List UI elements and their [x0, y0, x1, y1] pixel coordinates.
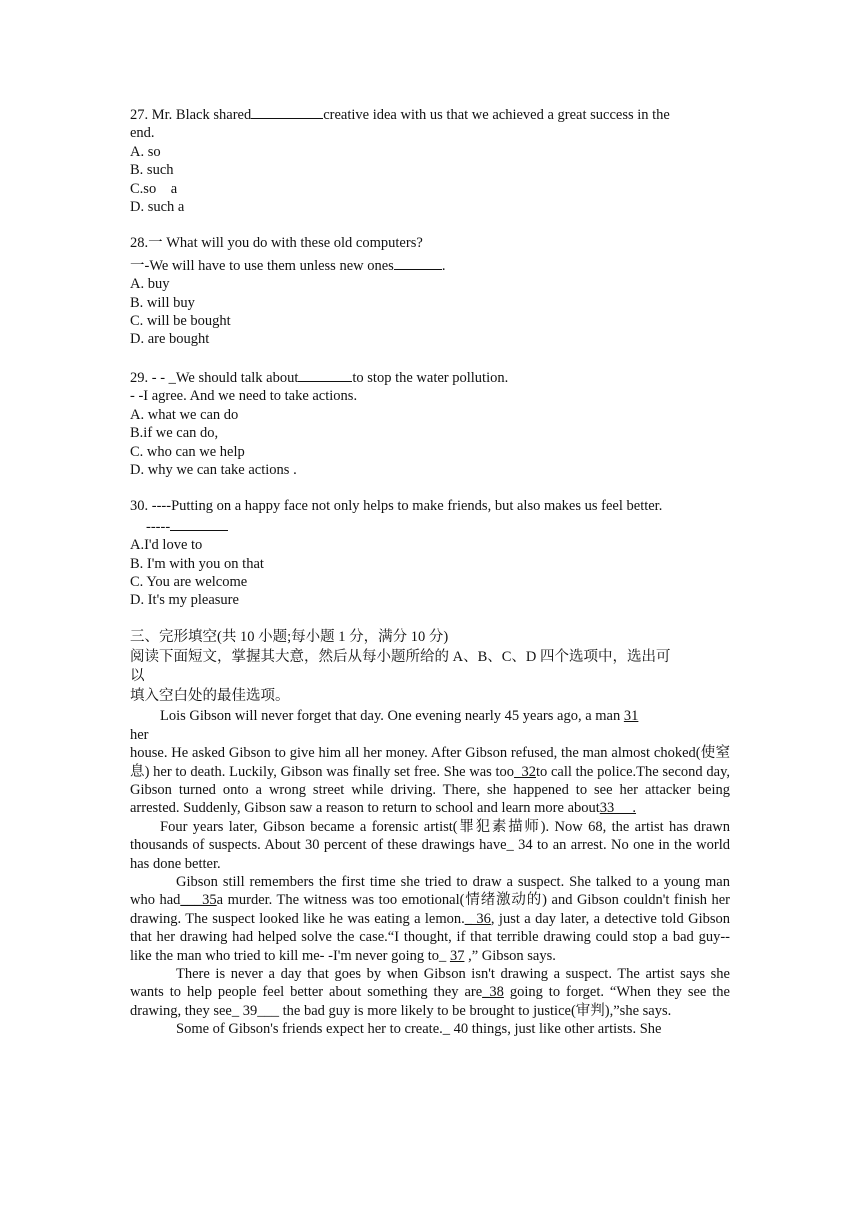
blank-37[interactable]: 37	[449, 947, 465, 964]
question-27	[130, 104, 730, 216]
question-stem	[130, 104, 730, 124]
blank-38[interactable]: _38	[482, 984, 504, 1001]
blank-33[interactable]: 33 .	[599, 800, 637, 817]
blank-31[interactable]: 31	[623, 708, 639, 725]
passage-text: Gibson still remembers the first time she tried to draw a suspect. She talked to a young man who had	[130, 874, 730, 909]
stem-text: 27. Mr. Black shared	[130, 107, 252, 123]
passage-paragraph-3	[130, 873, 730, 965]
passage-text: to call the police.The second day, Gibson turned onto a wrong street while driving. There, she happened to see her attacker being arrested. Suddenly, Gibson saw a reason to return to school and learn more about	[130, 763, 730, 817]
passage-text: Lois Gibson will never forget that day. One evening nearly 45 years ago, a man	[160, 708, 624, 725]
passage-paragraph-4	[130, 965, 730, 1020]
question-28	[130, 234, 730, 348]
passage-text: , just a day later, a detective told Gibson that her drawing had helped solve the case.“I thought, if that terrible drawing could stop a bad guy--like the man who tried to kill me- -I'm never going to_	[130, 910, 730, 964]
stem-text: .	[441, 257, 446, 274]
option-a[interactable]: A. buy	[130, 276, 170, 293]
question-29	[130, 367, 730, 479]
passage-text: house. He asked Gibson to give him all her money. After Gibson refused, the man almost choked(使窒息) her to death. Luckily, Gibson was finally set free. She was too	[130, 745, 730, 780]
option-a[interactable]: A.I'd love to	[130, 537, 203, 554]
question-stem: 30. ----Putting on a happy face not only helps to make friends, but also makes us feel better.	[130, 498, 663, 515]
option-a[interactable]: A. what we can do	[130, 406, 239, 423]
section-instructions: 以	[130, 667, 145, 684]
answer-blank[interactable]	[251, 104, 323, 119]
option-d[interactable]: D. It's my pleasure	[130, 592, 239, 609]
option-d[interactable]: D. why we can take actions .	[130, 461, 297, 478]
option-a[interactable]: A. so	[130, 143, 161, 160]
option-c[interactable]: C.so a	[130, 180, 178, 197]
option-c[interactable]: C. who can we help	[130, 443, 245, 460]
blank-36[interactable]: _ 36	[464, 910, 491, 927]
option-c[interactable]: C. You are welcome	[130, 573, 248, 590]
question-response: - -I agree. And we need to take actions.	[130, 388, 358, 405]
option-b[interactable]: B. will buy	[130, 294, 195, 311]
option-b[interactable]: B. such	[130, 162, 174, 179]
passage-text: There is never a day that goes by when Gibson isn't drawing a suspect. The artist says she wants to help people feel better about something they are	[130, 966, 730, 1001]
question-response	[130, 255, 730, 275]
section-instructions: 阅读下面短文，掌握其大意，然后从每小题所给的 A、B、C、D 四个选项中，选出可	[130, 649, 671, 666]
blank-35[interactable]: ___35	[180, 892, 217, 909]
option-d[interactable]: D. are bought	[130, 331, 210, 348]
answer-blank[interactable]	[298, 367, 352, 382]
passage-paragraph-5: Some of Gibson's friends expect her to create._ 40 things, just like other artists. She	[176, 1021, 662, 1038]
stem-text: creative idea with us that we achieved a great success in the	[323, 107, 670, 123]
option-d[interactable]: D. such a	[130, 199, 185, 216]
question-stem: 28.一 What will you do with these old computers?	[130, 235, 423, 252]
stem-text: 29. - - _We should talk about	[130, 369, 299, 386]
option-b[interactable]: B. I'm with you on that	[130, 555, 264, 572]
blank-32[interactable]: 32	[514, 763, 536, 780]
stem-text: 一-We will have to use them unless new ones	[130, 257, 394, 274]
passage-paragraph-1	[130, 707, 730, 725]
question-response	[130, 516, 730, 536]
answer-blank[interactable]	[394, 255, 442, 270]
option-b[interactable]: B.if we can do,	[130, 425, 219, 442]
passage-paragraph-1-body	[130, 744, 730, 818]
question-stem	[130, 367, 730, 387]
section-heading: 三、完形填空(共 10 小题;每小题 1 分，满分 10 分)	[130, 628, 449, 645]
option-c[interactable]: C. will be bought	[130, 313, 231, 330]
stem-text: to stop the water pollution.	[352, 369, 509, 386]
section-cloze	[130, 628, 730, 1039]
passage-text: going to forget. “When they see the drawing, they see_ 39___ the bad guy is more likely to be brought to justice(审判),”she says.	[130, 984, 730, 1019]
stem-continuation: end.	[130, 125, 155, 142]
section-instructions: 填入空白处的最佳选项。	[130, 687, 290, 704]
passage-paragraph-1-cont: her	[130, 726, 149, 743]
passage-text: ,” Gibson says.	[464, 947, 556, 964]
stem-text: -----	[146, 518, 171, 535]
answer-blank[interactable]	[170, 516, 228, 531]
exam-page	[130, 104, 730, 1039]
passage-paragraph-2: Four years later, Gibson became a forensic artist(罪犯素描师). Now 68, the artist has drawn thousands of suspects. About 30 percent of these drawings have_ 34 to an arrest. No one in the world has done better.	[130, 818, 730, 872]
passage-text: a murder. The witness was too emotional(情绪激动的) and Gibson couldn't finish her drawing. The suspect looked like he was eating a lemon.	[130, 892, 730, 927]
question-30	[130, 497, 730, 609]
